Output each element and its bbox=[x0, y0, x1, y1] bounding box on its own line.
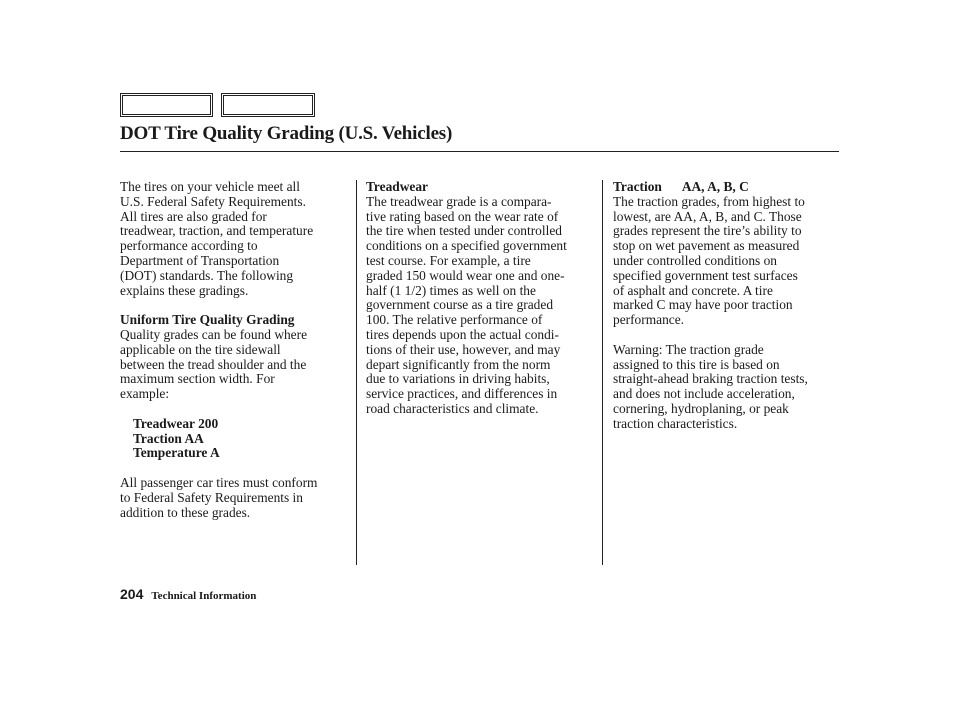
text-line: and does not include acceleration, bbox=[613, 386, 795, 402]
text-line: grades represent the tire’s ability to bbox=[613, 223, 802, 239]
text-line: traction characteristics. bbox=[613, 415, 738, 431]
treadwear-section bbox=[366, 180, 598, 417]
text-line: government course as a tire graded bbox=[366, 297, 554, 313]
text-line: test course. For example, a tire bbox=[366, 252, 531, 268]
example-temperature: Temperature A bbox=[133, 445, 220, 461]
text-line: (DOT) standards. The following bbox=[120, 267, 294, 283]
text-line: explains these gradings. bbox=[120, 282, 249, 298]
text-line: between the tread shoulder and the bbox=[120, 356, 307, 372]
column-treadwear bbox=[366, 180, 598, 417]
text-line: example: bbox=[120, 386, 170, 402]
traction-grades: AA, A, B, C bbox=[681, 179, 749, 194]
text-line: The tires on your vehicle meet all bbox=[120, 179, 300, 194]
traction-heading-row bbox=[613, 180, 843, 195]
column-intro bbox=[120, 180, 352, 520]
traction-warning bbox=[613, 343, 843, 432]
column-divider bbox=[602, 180, 603, 565]
example-traction: Traction AA bbox=[133, 430, 204, 446]
nav-button-table-of-contents[interactable] bbox=[221, 93, 315, 117]
text-line: of asphalt and concrete. A tire bbox=[613, 282, 773, 298]
text-line: lowest, are AA, A, B, and C. Those bbox=[613, 208, 802, 224]
text-line: to Federal Safety Requirements in bbox=[120, 489, 303, 505]
text-line: assigned to this tire is based on bbox=[613, 356, 780, 372]
text-line: the tire when tested under controlled bbox=[366, 223, 562, 239]
text-line: addition to these grades. bbox=[120, 504, 251, 520]
text-line: conditions on a specified government bbox=[366, 238, 567, 254]
text-line: half (1 1/2) times as well on the bbox=[366, 282, 536, 298]
nav-button-main-menu[interactable] bbox=[120, 93, 213, 117]
text-line: All tires are also graded for bbox=[120, 208, 267, 224]
text-line: Department of Transportation bbox=[120, 252, 280, 268]
text-line: Quality grades can be found where bbox=[120, 326, 308, 342]
text-line: All passenger car tires must conform bbox=[120, 474, 318, 490]
text-line: applicable on the tire sidewall bbox=[120, 341, 281, 357]
text-line: cornering, hydroplaning, or peak bbox=[613, 400, 789, 416]
text-line: service practices, and differences in bbox=[366, 386, 558, 402]
title-divider bbox=[120, 151, 839, 152]
text-line: performance according to bbox=[120, 238, 258, 254]
example-treadwear: Treadwear 200 bbox=[133, 415, 219, 431]
text-line: The treadwear grade is a compara- bbox=[366, 193, 552, 209]
text-line: marked C may have poor traction bbox=[613, 297, 793, 313]
section-name: Technical Information bbox=[151, 590, 257, 602]
text-line: tive rating based on the wear rate of bbox=[366, 208, 559, 224]
intro-paragraph bbox=[120, 180, 352, 298]
grade-examples bbox=[120, 417, 352, 461]
column-traction bbox=[613, 180, 843, 432]
text-line: performance. bbox=[613, 312, 685, 328]
text-line: depart significantly from the norm bbox=[366, 356, 551, 372]
column-divider bbox=[356, 180, 357, 565]
text-line: under controlled conditions on bbox=[613, 252, 778, 268]
utqg-section bbox=[120, 313, 352, 402]
traction-heading: Traction bbox=[613, 179, 662, 194]
page-number: 204 bbox=[120, 586, 144, 602]
text-line: due to variations in driving habits, bbox=[366, 371, 550, 387]
closing-paragraph bbox=[120, 476, 352, 520]
text-line: maximum section width. For bbox=[120, 371, 275, 387]
text-line: stop on wet pavement as measured bbox=[613, 238, 800, 254]
page-footer bbox=[120, 586, 256, 604]
text-line: Warning: The traction grade bbox=[613, 341, 764, 357]
utqg-heading: Uniform Tire Quality Grading bbox=[120, 312, 295, 328]
text-line: specified government test surfaces bbox=[613, 267, 798, 283]
treadwear-heading: Treadwear bbox=[366, 179, 428, 194]
traction-section bbox=[613, 180, 843, 328]
text-line: road characteristics and climate. bbox=[366, 400, 539, 416]
text-line: tions of their use, however, and may bbox=[366, 341, 561, 357]
text-line: graded 150 would wear one and one- bbox=[366, 267, 565, 283]
text-line: straight-ahead braking traction tests, bbox=[613, 371, 808, 387]
page-title: DOT Tire Quality Grading (U.S. Vehicles) bbox=[120, 123, 453, 144]
text-line: 100. The relative performance of bbox=[366, 312, 543, 328]
text-line: tires depends upon the actual condi- bbox=[366, 326, 559, 342]
text-line: treadwear, traction, and temperature bbox=[120, 223, 314, 239]
text-line: U.S. Federal Safety Requirements. bbox=[120, 193, 306, 209]
text-line: The traction grades, from highest to bbox=[613, 193, 805, 209]
